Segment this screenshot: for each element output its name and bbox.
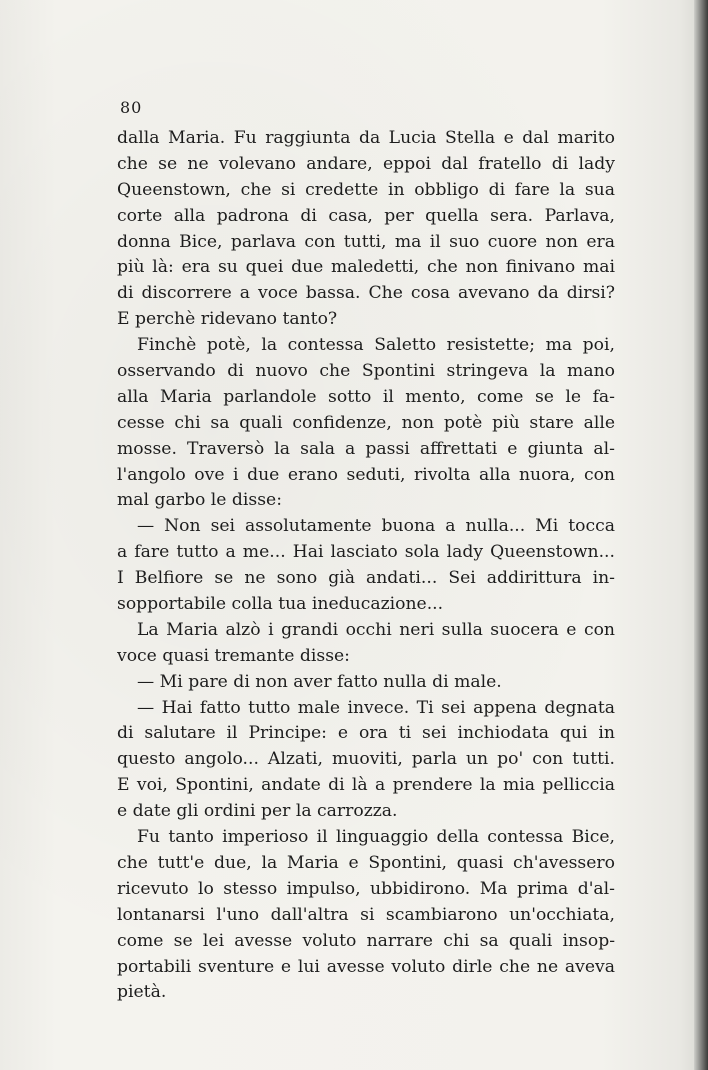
body-text	[117, 126, 615, 1006]
text-line: Finchè potè, la contessa Saletto resistette; ma poi,	[137, 335, 615, 356]
text-line: Queenstown, che si credette in obbligo di fare la sua	[117, 179, 615, 200]
text-line: E voi, Spontini, andate di là a prendere la mia pelliccia	[117, 775, 615, 796]
text-line: I Belfiore se ne sono già andati... Sei addirittura in-	[117, 568, 615, 589]
text-line: La Maria alzò i grandi occhi neri sulla suocera e con	[137, 619, 615, 640]
text-line: Fu tanto imperioso il linguaggio della contessa Bice,	[137, 827, 615, 848]
text-line: a fare tutto a me... Hai lasciato sola lady Queenstown...	[117, 542, 615, 563]
text-line: voce quasi tremante disse:	[117, 645, 350, 666]
text-line: osservando di nuovo che Spontini stringeva la mano	[117, 361, 615, 382]
text-line: di discorrere a voce bassa. Che cosa avevano da dirsi?	[117, 283, 615, 304]
text-line: — Non sei assolutamente buona a nulla... Mi tocca	[137, 516, 615, 537]
text-line: mosse. Traversò la sala a passi affrettati e giunta al-	[117, 438, 615, 459]
text-line: donna Bice, parlava con tutti, ma il suo cuore non era	[117, 231, 615, 252]
text-line: e date gli ordini per la carrozza.	[117, 801, 398, 822]
text-line: dalla Maria. Fu raggiunta da Lucia Stella e dal marito	[117, 128, 615, 148]
text-line: alla Maria parlandole sotto il mento, come se le fa-	[117, 386, 615, 407]
text-line: ricevuto lo stesso impulso, ubbidirono. Ma prima d'al-	[117, 878, 615, 899]
text-line: che se ne volevano andare, eppoi dal fratello di lady	[117, 153, 615, 174]
text-line: questo angolo... Alzati, muoviti, parla un po' con tutti.	[117, 749, 615, 770]
text-line: mal garbo le disse:	[117, 490, 283, 511]
text-line: corte alla padrona di casa, per quella sera. Parlava,	[117, 205, 615, 226]
book-spine-edge	[694, 0, 708, 1070]
text-line: l'angolo ove i due erano seduti, rivolta alla nuora, con	[117, 464, 615, 485]
text-line: portabili sventure e lui avesse voluto dirle che ne aveva	[117, 956, 615, 977]
text-line: pietà.	[117, 982, 167, 1003]
page-number: 80	[120, 98, 143, 117]
text-line: — Mi pare di non aver fatto nulla di male.	[137, 671, 502, 692]
text-line: come se lei avesse voluto narrare chi sa quali insop-	[117, 930, 615, 951]
text-line: E perchè ridevano tanto?	[117, 309, 338, 330]
text-line: di salutare il Principe: e ora ti sei inchiodata qui in	[117, 723, 615, 744]
text-line: che tutt'e due, la Maria e Spontini, quasi ch'avessero	[117, 852, 615, 873]
text-line: lontanarsi l'uno dall'altra si scambiarono un'occhiata,	[117, 904, 615, 925]
text-line: più là: era su quei due maledetti, che non finivano mai	[117, 257, 615, 278]
text-line: sopportabile colla tua ineducazione...	[117, 594, 444, 615]
text-line: — Hai fatto tutto male invece. Ti sei appena degnata	[137, 697, 615, 718]
text-line: cesse chi sa quali confidenze, non potè più stare alle	[117, 412, 615, 433]
